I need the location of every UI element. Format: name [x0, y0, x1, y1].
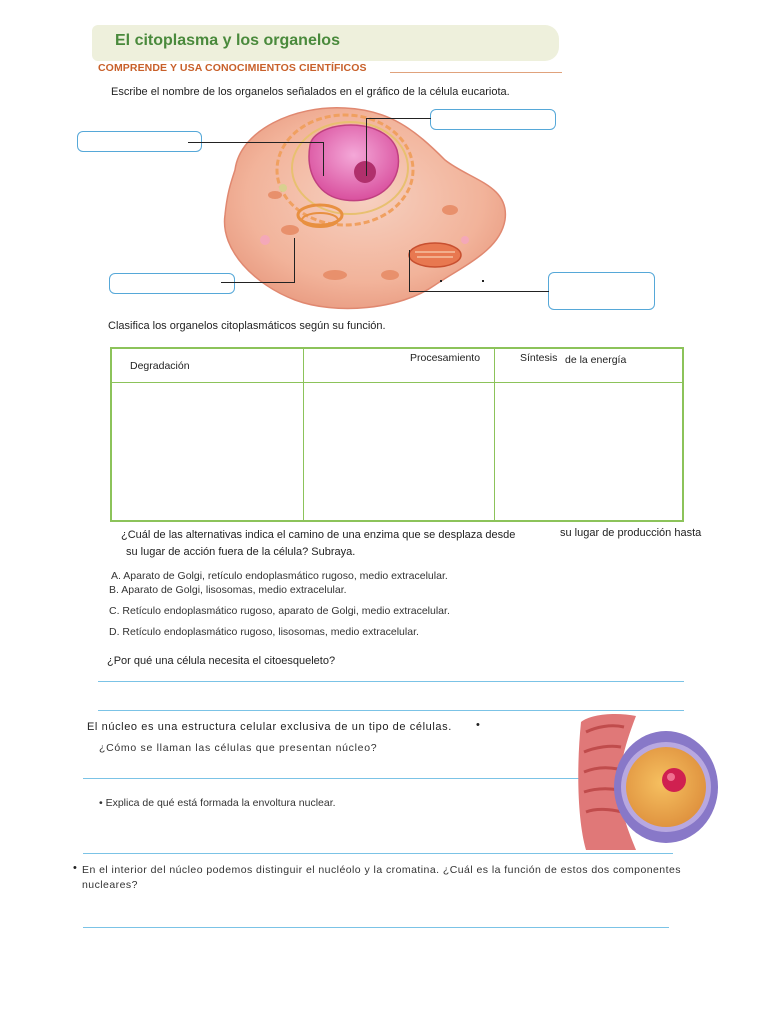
- label-box-2[interactable]: [430, 109, 556, 130]
- leader-line: [409, 250, 410, 291]
- table-divider: [494, 349, 495, 520]
- leader-line: [323, 142, 324, 176]
- q5-statement: El núcleo es una estructura celular exclusiva de un tipo de células.: [87, 721, 452, 733]
- option-c[interactable]: C. Retículo endoplasmático rugoso, aparato de Golgi, medio extracelular.: [109, 605, 450, 617]
- cell-degradacion[interactable]: [114, 385, 300, 519]
- header-procesamiento: Procesamiento: [410, 352, 481, 364]
- leader-line: [188, 142, 323, 143]
- classification-table: [110, 347, 684, 522]
- leader-line: [294, 238, 295, 283]
- q2-instruction: Clasifica los organelos citoplasmáticos según su función.: [108, 320, 386, 332]
- cell-procesamiento[interactable]: [306, 385, 492, 519]
- leader-line: [366, 118, 431, 119]
- q1-instruction: Escribe el nombre de los organelos señalados en el gráfico de la célula eucariota.: [111, 86, 510, 98]
- label-box-4[interactable]: [548, 272, 655, 310]
- leader-line: [221, 282, 294, 283]
- option-a[interactable]: A. Aparato de Golgi, retículo endoplasmático rugoso, medio extracelular.: [111, 570, 448, 582]
- dot-mark: [482, 280, 484, 282]
- section-subtitle: COMPRENDE Y USA CONOCIMIENTOS CIENTÍFICOS: [98, 62, 367, 74]
- option-b[interactable]: B. Aparato de Golgi, lisosomas, medio extracelular.: [109, 584, 347, 596]
- option-d[interactable]: D. Retículo endoplasmático rugoso, lisosomas, medio extracelular.: [109, 626, 419, 638]
- q6-bullet: •: [73, 862, 77, 874]
- eukaryotic-cell-illustration: [215, 100, 515, 320]
- q3-question-line1: ¿Cuál de las alternativas indica el camino de una enzima que se desplaza desde: [121, 529, 516, 541]
- header-degradacion: Degradación: [130, 360, 190, 372]
- q6-line1: En el interior del núcleo podemos distinguir el nucléolo y la cromatina. ¿Cuál es la función de estos dos componentes: [82, 864, 681, 876]
- answer-line[interactable]: [98, 681, 684, 682]
- header-sintesis: Síntesis: [520, 352, 558, 364]
- answer-line[interactable]: [83, 853, 673, 854]
- q4-question: ¿Por qué una célula necesita el citoesqueleto?: [107, 655, 336, 667]
- header-energia: de la energía: [565, 354, 627, 366]
- q6-line2: nucleares?: [82, 879, 138, 891]
- page-title: El citoplasma y los organelos: [115, 32, 340, 49]
- answer-line[interactable]: [98, 710, 684, 711]
- answer-line[interactable]: [83, 927, 669, 928]
- q3-question-line2: su lugar de acción fuera de la célula? Subraya.: [126, 546, 356, 558]
- nucleus-illustration: [576, 712, 722, 852]
- q3-question-line1b: su lugar de producción hasta: [560, 527, 702, 539]
- q5-bullet: •: [476, 719, 480, 731]
- leader-line: [366, 118, 367, 176]
- dot-mark: [440, 280, 442, 282]
- cell-sintesis-energia[interactable]: [497, 385, 681, 519]
- leader-line: [409, 291, 549, 292]
- q5-question-b: • Explica de qué está formada la envoltura nuclear.: [99, 797, 336, 809]
- q5-question-a: ¿Cómo se llaman las células que presentan núcleo?: [99, 742, 378, 754]
- subtitle-rule: [390, 72, 562, 73]
- label-box-1[interactable]: [77, 131, 202, 152]
- label-box-3[interactable]: [109, 273, 235, 294]
- table-header-rule: [112, 382, 682, 383]
- table-divider: [303, 349, 304, 520]
